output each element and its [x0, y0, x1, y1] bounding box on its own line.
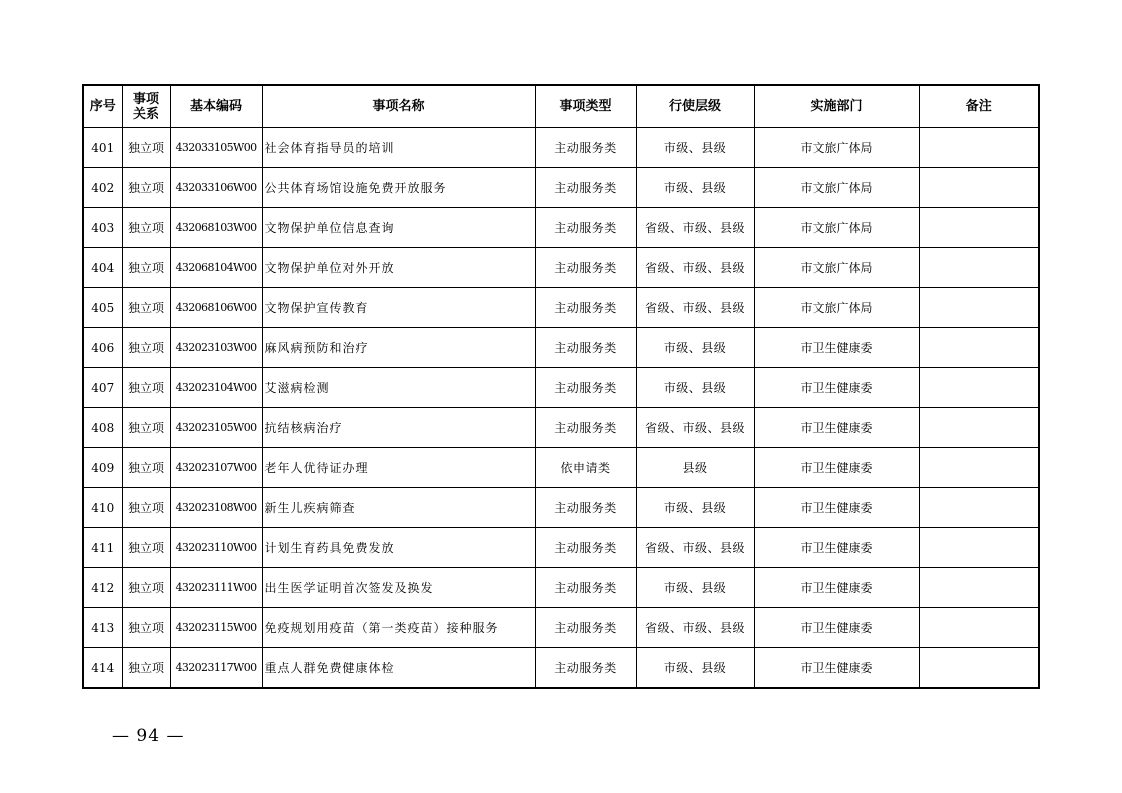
header-relation-line2: 关系 [132, 106, 159, 122]
cell-relation: 独立项 [122, 408, 170, 448]
cell-item-type: 主动服务类 [535, 488, 636, 528]
cell-level: 市级、县级 [636, 488, 754, 528]
cell-item-name: 出生医学证明首次签发及换发 [262, 568, 535, 608]
cell-code: 432023111W00 [170, 568, 262, 608]
cell-remark [919, 608, 1039, 648]
cell-item-name: 文物保护单位信息查询 [262, 208, 535, 248]
table-row [83, 368, 1039, 408]
cell-seq: 409 [83, 448, 122, 488]
cell-relation: 独立项 [122, 608, 170, 648]
cell-department: 市卫生健康委 [754, 608, 919, 648]
cell-level: 省级、市级、县级 [636, 288, 754, 328]
cell-code: 432068104W00 [170, 248, 262, 288]
cell-remark [919, 488, 1039, 528]
header-type: 事项类型 [535, 85, 636, 128]
cell-code: 432068103W00 [170, 208, 262, 248]
table-row [83, 568, 1039, 608]
cell-department: 市卫生健康委 [754, 328, 919, 368]
cell-level: 市级、县级 [636, 568, 754, 608]
cell-relation: 独立项 [122, 448, 170, 488]
cell-code: 432023108W00 [170, 488, 262, 528]
cell-remark [919, 648, 1039, 689]
cell-item-name: 麻风病预防和治疗 [262, 328, 535, 368]
cell-relation: 独立项 [122, 568, 170, 608]
cell-code: 432033105W00 [170, 128, 262, 168]
cell-level: 市级、县级 [636, 328, 754, 368]
table-row [83, 248, 1039, 288]
cell-relation: 独立项 [122, 128, 170, 168]
cell-level: 省级、市级、县级 [636, 608, 754, 648]
table-row [83, 128, 1039, 168]
table-header-row [83, 85, 1039, 128]
cell-department: 市卫生健康委 [754, 448, 919, 488]
cell-department: 市文旅广体局 [754, 128, 919, 168]
table-row [83, 448, 1039, 488]
cell-department: 市卫生健康委 [754, 648, 919, 689]
cell-level: 省级、市级、县级 [636, 528, 754, 568]
table-row [83, 608, 1039, 648]
cell-seq: 401 [83, 128, 122, 168]
cell-item-type: 主动服务类 [535, 208, 636, 248]
cell-item-type: 依申请类 [535, 448, 636, 488]
cell-remark [919, 128, 1039, 168]
cell-seq: 407 [83, 368, 122, 408]
cell-department: 市卫生健康委 [754, 568, 919, 608]
cell-remark [919, 168, 1039, 208]
cell-seq: 413 [83, 608, 122, 648]
table-row [83, 408, 1039, 448]
cell-item-type: 主动服务类 [535, 608, 636, 648]
cell-seq: 404 [83, 248, 122, 288]
cell-seq: 402 [83, 168, 122, 208]
header-code: 基本编码 [170, 85, 262, 128]
header-dept: 实施部门 [754, 85, 919, 128]
cell-department: 市文旅广体局 [754, 168, 919, 208]
cell-relation: 独立项 [122, 248, 170, 288]
cell-seq: 406 [83, 328, 122, 368]
cell-department: 市文旅广体局 [754, 288, 919, 328]
table-row [83, 288, 1039, 328]
cell-level: 省级、市级、县级 [636, 208, 754, 248]
cell-level: 省级、市级、县级 [636, 248, 754, 288]
cell-seq: 414 [83, 648, 122, 689]
cell-department: 市卫生健康委 [754, 368, 919, 408]
cell-item-type: 主动服务类 [535, 168, 636, 208]
header-level: 行使层级 [636, 85, 754, 128]
cell-remark [919, 408, 1039, 448]
header-relation [122, 85, 170, 128]
cell-remark [919, 288, 1039, 328]
table-row [83, 488, 1039, 528]
cell-item-name: 计划生育药具免费发放 [262, 528, 535, 568]
cell-item-name: 文物保护单位对外开放 [262, 248, 535, 288]
header-seq: 序号 [83, 85, 122, 128]
cell-item-type: 主动服务类 [535, 528, 636, 568]
cell-department: 市文旅广体局 [754, 248, 919, 288]
cell-item-type: 主动服务类 [535, 568, 636, 608]
cell-code: 432023110W00 [170, 528, 262, 568]
cell-relation: 独立项 [122, 528, 170, 568]
cell-remark [919, 448, 1039, 488]
cell-department: 市卫生健康委 [754, 488, 919, 528]
cell-relation: 独立项 [122, 328, 170, 368]
header-remark: 备注 [919, 85, 1039, 128]
cell-department: 市卫生健康委 [754, 408, 919, 448]
cell-level: 市级、县级 [636, 648, 754, 689]
cell-seq: 410 [83, 488, 122, 528]
cell-remark [919, 328, 1039, 368]
cell-item-name: 社会体育指导员的培训 [262, 128, 535, 168]
cell-code: 432033106W00 [170, 168, 262, 208]
cell-level: 县级 [636, 448, 754, 488]
cell-item-name: 重点人群免费健康体检 [262, 648, 535, 689]
cell-level: 市级、县级 [636, 128, 754, 168]
cell-item-name: 免疫规划用疫苗（第一类疫苗）接种服务 [262, 608, 535, 648]
cell-code: 432023105W00 [170, 408, 262, 448]
cell-code: 432023107W00 [170, 448, 262, 488]
cell-item-name: 老年人优待证办理 [262, 448, 535, 488]
cell-remark [919, 568, 1039, 608]
cell-item-name: 新生儿疾病筛查 [262, 488, 535, 528]
cell-item-type: 主动服务类 [535, 328, 636, 368]
cell-department: 市文旅广体局 [754, 208, 919, 248]
cell-remark [919, 528, 1039, 568]
service-items-table [82, 84, 1040, 689]
cell-level: 省级、市级、县级 [636, 408, 754, 448]
table-row [83, 208, 1039, 248]
cell-level: 市级、县级 [636, 368, 754, 408]
cell-item-type: 主动服务类 [535, 408, 636, 448]
cell-item-name: 抗结核病治疗 [262, 408, 535, 448]
cell-item-type: 主动服务类 [535, 648, 636, 689]
cell-seq: 412 [83, 568, 122, 608]
cell-relation: 独立项 [122, 368, 170, 408]
cell-code: 432023115W00 [170, 608, 262, 648]
cell-code: 432023117W00 [170, 648, 262, 689]
page-number: — 94 — [112, 726, 185, 746]
cell-item-name: 艾滋病检测 [262, 368, 535, 408]
header-name: 事项名称 [262, 85, 535, 128]
cell-remark [919, 248, 1039, 288]
cell-seq: 403 [83, 208, 122, 248]
cell-item-name: 公共体育场馆设施免费开放服务 [262, 168, 535, 208]
cell-item-type: 主动服务类 [535, 128, 636, 168]
cell-seq: 408 [83, 408, 122, 448]
cell-level: 市级、县级 [636, 168, 754, 208]
cell-item-type: 主动服务类 [535, 288, 636, 328]
cell-relation: 独立项 [122, 168, 170, 208]
cell-code: 432068106W00 [170, 288, 262, 328]
cell-department: 市卫生健康委 [754, 528, 919, 568]
cell-remark [919, 208, 1039, 248]
table-row [83, 648, 1039, 689]
cell-remark [919, 368, 1039, 408]
cell-item-type: 主动服务类 [535, 368, 636, 408]
table-row [83, 168, 1039, 208]
table-row [83, 328, 1039, 368]
header-relation-line1: 事项 [132, 91, 159, 107]
cell-code: 432023104W00 [170, 368, 262, 408]
cell-relation: 独立项 [122, 208, 170, 248]
cell-relation: 独立项 [122, 288, 170, 328]
cell-item-name: 文物保护宣传教育 [262, 288, 535, 328]
table-row [83, 528, 1039, 568]
cell-relation: 独立项 [122, 488, 170, 528]
cell-seq: 411 [83, 528, 122, 568]
cell-relation: 独立项 [122, 648, 170, 689]
cell-code: 432023103W00 [170, 328, 262, 368]
cell-seq: 405 [83, 288, 122, 328]
table-body [83, 128, 1039, 689]
cell-item-type: 主动服务类 [535, 248, 636, 288]
